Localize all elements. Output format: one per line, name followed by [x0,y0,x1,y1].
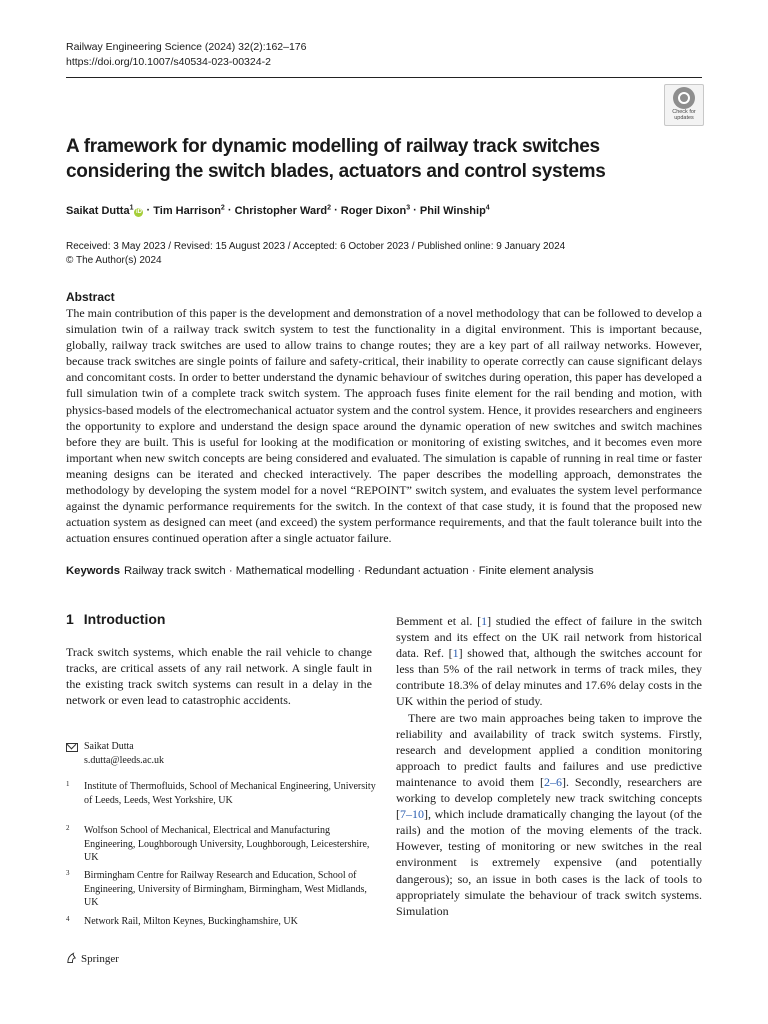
affiliation-1: 1 Institute of Thermofluids, School of Mechanical Engineering, University of Leeds, Leeds, West Yorkshire, UK [66,780,376,806]
crossmark-icon [673,87,695,109]
copyright: © The Author(s) 2024 [66,255,162,266]
intro-paragraph-2: Bemment et al. [1] studied the effect of failure in the switch system and its effect on the UK rail network from historical data. Ref. [1] showed that, although the switches account for less than 5% of the rail network in terms of track miles, they contribute 18.3% of delay minutes and 17.6% delay costs in the UK within the period of study. [396,614,703,709]
springer-horse-icon [66,952,77,964]
abstract-text: The main contribution of this paper is the development and demonstration of a novel methodology that can be followed to develop a simulation twin of a railway track switch system to test the functionality in a digital environment. This is important because, globally, railway track switches are used to allow trains to change routes; they are a key part of all railway networks. However, because track switches are single points of failure and safety-critical, their inability to operate correctly can cause significant delays and concomitant costs. In order to better understand the dynamic behaviour of switches during operation, this paper has developed a full simulation twin of a complete track switch system. The approach fuses finite element for the rail bending and motion, with physics-based models of the electromechanical actuator system and the control system. Hence, it provides researchers and engineers the opportunity to explore and understand the design space around the dynamic operation of new switches and switch machines before they are built. This is useful for looking at the modification or monitoring of existing switches, and it becomes even more important when new switch concepts are being considered and evaluated. The simulation is capable of running in real time or faster meaning designs can be iterated and checked interactively. The paper describes the modelling approach, demonstrates the methodology by developing the system model for a novel “REPOINT” switch system, and evaluates the system level performance against the dynamic performance requirements for the switch. In the context of that case study, it is found that the proposed new actuation system as designed can meet (and exceed) the system performance requirements, and that the fault tolerance built into the actuation ensures continued operation after a single actuator failure. [66,306,702,546]
doi-link[interactable]: https://doi.org/10.1007/s40534-023-00324-2 [66,56,271,68]
keywords [66,565,706,577]
keywords-label: Keywords [66,565,120,577]
citation-link[interactable]: 2–6 [543,774,562,789]
left-column [66,644,372,708]
publisher-footer [66,952,119,965]
badge-label-2: updates [674,115,694,121]
citation-link[interactable]: 1 [481,614,488,628]
section-title: Introduction [83,611,166,627]
envelope-icon [66,743,78,752]
publisher-name: Springer [81,953,119,965]
affiliation-2: 2 Wolfson School of Mechanical, Electrical and Manufacturing Engineering, Loughborough University, Loughborough, Leicestershire, UK [66,824,370,863]
correspondence-name: Saikat Dutta [84,741,134,752]
abstract-heading: Abstract [66,290,115,304]
history-dates: Received: 3 May 2023 / Revised: 15 August 2023 / Accepted: 6 October 2023 / Published online: 9 January 2024 [66,241,566,252]
correspondence-email[interactable]: s.dutta@leeds.ac.uk [84,754,165,766]
publication-dates [66,240,565,268]
intro-paragraph-1: Track switch systems, which enable the rail vehicle to change tracks, are critical assets of any rail network. A single fault in the existing track switch systems can result in a delay in the network or even lead to catastrophic accidents. [66,645,372,708]
author-list: Saikat Dutta$^1$iD · Tim Harrison$^2$ · Christopher Ward$^2$ · Roger Dixon$^3$ · Phil Winship$^4$ [66,204,490,217]
correspondence [66,740,376,767]
author-3[interactable]: Christopher Ward$^2$ [234,204,332,217]
journal-citation: Railway Engineering Science (2024) 32(2):162–176 [66,41,307,53]
header-rule [66,77,702,78]
right-column [396,613,702,919]
affiliation-3: 3 Birmingham Centre for Railway Research and Education, School of Engineering, University of Birmingham, Birmingham, West Midlands, UK [66,869,367,908]
citation-link[interactable]: 1 [452,646,459,661]
citation-link[interactable]: 7–10 [400,807,424,822]
author-2[interactable]: Tim Harrison$^2$ [153,204,225,217]
journal-header [66,40,307,70]
check-for-updates-badge[interactable] [664,84,704,126]
section-number: 1 [66,611,74,627]
author-4[interactable]: Roger Dixon$^3$ [340,204,411,217]
orcid-icon[interactable]: iD [135,208,142,215]
section-heading [66,611,165,627]
badge-label-1: Check for [672,109,696,115]
keywords-list: Railway track switch · Mathematical modelling · Redundant actuation · Finite element analysis [124,565,594,577]
author-1[interactable]: Saikat Dutta$^1$ [66,204,134,217]
paper-title: A framework for dynamic modelling of railway track switches considering the switch blades, actuators and control systems [66,136,606,182]
author-5[interactable]: Phil Winship$^4$ [419,204,490,217]
intro-paragraph-3: There are two main approaches being taken to improve the reliability and availability of track switch systems. Firstly, research and development applied a condition monitoring approach to predict faults and failures and use predictive maintenance to avoid them [2–6]. Secondly, researchers are working to develop completely new track switching concepts [7–10], which include dramatically changing the layout (of the rails) and the motion of the moving elements of the track. However, testing of monitoring or new switches in the real environment is extremely expensive (and potentially dangerous); so, an issue in both cases is the lack of tools to appropriately simulate the behaviour of track switch systems. Simulation [396,710,702,918]
affiliation-4: 4 Network Rail, Milton Keynes, Buckinghamshire, UK [66,915,298,927]
